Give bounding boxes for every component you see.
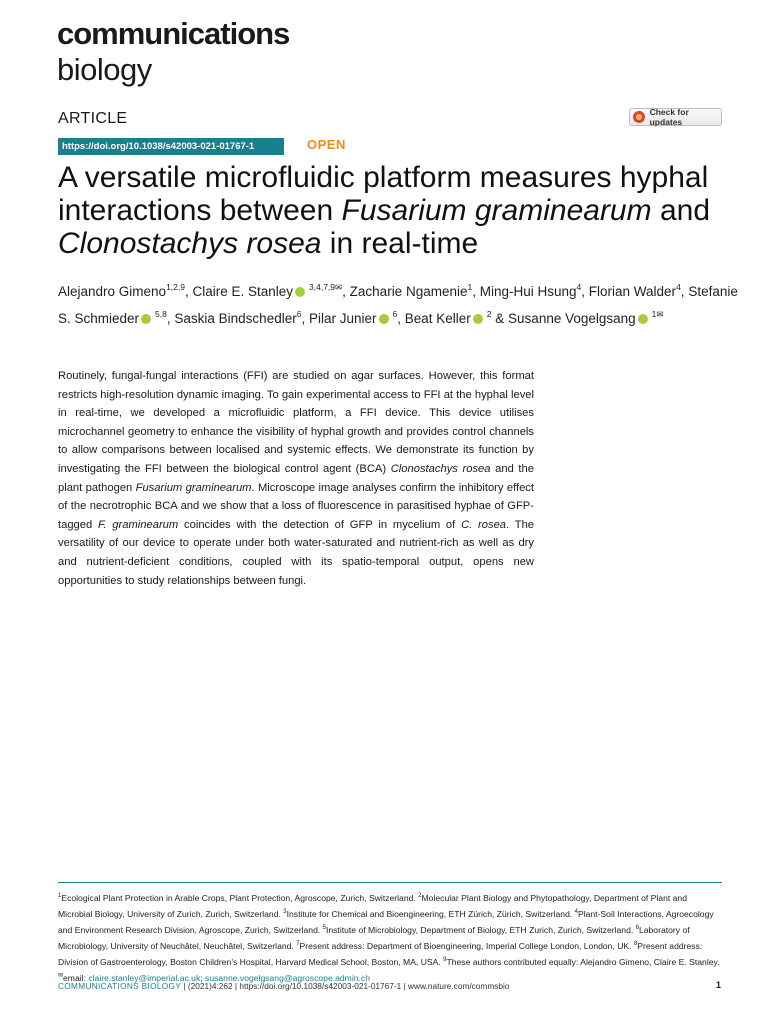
email-link[interactable]: susanne.vogelgsang@agroscope.admin.ch xyxy=(205,973,370,983)
footer-journal: COMMUNICATIONS BIOLOGY xyxy=(58,981,182,991)
email-separator: ; xyxy=(200,973,206,983)
abstract-text: and the plant pathogen xyxy=(58,462,534,494)
affiliations xyxy=(58,889,722,985)
open-access-badge: OPEN xyxy=(307,137,346,152)
abstract-text: coincides with the detection of GFP in mycelium of xyxy=(178,518,462,531)
author-affiliation-marker: 5,8 xyxy=(155,309,167,319)
affiliation-marker: 4 xyxy=(574,909,578,915)
abstract-text: Routinely, fungal-fungal interactions (FFI) are studied on agar surfaces. However, this format restricts high-resolution dynamic imaging. To gain experimental access to FFI at the hyphal level in real-time, we developed a microfluidic platform, a FFI device. This device utilises microchannel geometry to enhance the visibility of hyphal growth and provides control channels to allow comparisons between localised and systemic effects. We demonstrate its function by investigating the FFI between the biological control agent (BCA) xyxy=(58,370,534,475)
title-species-2: Clonostachys rosea xyxy=(58,227,322,260)
footer-citation[interactable]: | (2021)4:262 | https://doi.org/10.1038/s42003-021-01767-1 | www.nature.com/commsbio xyxy=(181,981,510,991)
journal-name-line2: biology xyxy=(57,52,152,87)
affiliation-text: Ecological Plant Protection in Arable Crops, Plant Protection, Agroscope, Zurich, Switzerland. xyxy=(61,893,419,903)
author-name: Alejandro Gimeno xyxy=(58,284,167,299)
author-separator: , xyxy=(581,284,589,299)
author-separator: , xyxy=(472,284,480,299)
orcid-icon[interactable] xyxy=(473,314,483,324)
author-affiliation-marker: 6 xyxy=(392,309,398,319)
affiliation-text: Institute for Chemical and Bioengineering, ETH Zürich, Zürich, Switzerland. xyxy=(286,909,575,919)
author-separator: , xyxy=(680,284,689,299)
email-link[interactable]: claire.stanley@imperial.ac.uk xyxy=(88,973,201,983)
affiliation-marker: 3 xyxy=(283,909,287,915)
author-affiliation-marker: 2 xyxy=(486,309,492,319)
title-species-1: Fusarium graminearum xyxy=(341,194,652,227)
author-separator: , xyxy=(342,284,350,299)
author-name: Pilar Junier xyxy=(308,311,377,326)
orcid-icon[interactable] xyxy=(141,314,151,324)
author-name: Florian Walder xyxy=(588,284,677,299)
author-affiliation-marker: 1,2,9 xyxy=(166,282,185,292)
page-footer xyxy=(58,981,722,991)
abstract-species: C. rosea xyxy=(461,518,507,531)
journal-name-line1: communications xyxy=(57,16,290,51)
article-title xyxy=(58,161,738,260)
affiliation-text: These authors contributed equally: Alejandro Gimeno, Claire E. Stanley. xyxy=(446,957,720,967)
affiliation-text: Laboratory of Microbiology, University of Neuchâtel, Neuchâtel, Switzerland. xyxy=(58,925,690,951)
footnote-divider xyxy=(58,882,722,883)
doi-link[interactable]: https://doi.org/10.1038/s42003-021-01767-1 xyxy=(58,138,284,155)
title-text: A versatile microfluidic platform measures hyphal interactions between xyxy=(58,161,709,227)
author-affiliation-marker: 4 xyxy=(676,282,681,292)
author-separator: , xyxy=(166,311,175,326)
author-name: Saskia Bindschedler xyxy=(174,311,297,326)
abstract xyxy=(58,367,534,590)
author-affiliation-marker: 6 xyxy=(296,309,302,319)
abstract-text: . Microscope image analyses confirm the inhibitory effect of the necrotrophic BCA and we show that a loss of fluorescence in parasitised hyphae of GFP-tagged xyxy=(58,481,535,531)
author-separator: , xyxy=(397,311,405,326)
affiliation-marker: 1 xyxy=(58,893,62,899)
affiliation-marker: 8 xyxy=(633,941,638,947)
author-name: Susanne Vogelgsang xyxy=(508,311,636,326)
affiliation-marker: 6 xyxy=(635,925,639,931)
affiliation-marker: 5 xyxy=(322,925,326,931)
article-type: ARTICLE xyxy=(58,110,128,127)
abstract-species: Clonostachys rosea xyxy=(390,462,491,475)
author-name: Claire E. Stanley xyxy=(192,284,294,299)
email-marker: ✉ xyxy=(58,973,64,979)
title-text: and xyxy=(651,194,710,227)
orcid-icon[interactable] xyxy=(295,287,305,297)
orcid-icon[interactable] xyxy=(638,314,648,324)
author-name: Stefanie S. Schmieder xyxy=(58,284,738,326)
author-affiliation-marker: 1 xyxy=(467,282,473,292)
check-for-updates-button[interactable] xyxy=(629,108,722,126)
author-list xyxy=(58,276,738,330)
affiliation-marker: 7 xyxy=(296,941,300,947)
affiliation-text: Present address: Division of Gastroenterology, Boston Children’s Hospital, Harvard Medical School, Boston, MA, USA. xyxy=(58,941,703,967)
title-text: in real-time xyxy=(321,227,479,260)
author-affiliation-marker: 1✉ xyxy=(651,309,664,319)
author-separator: , xyxy=(184,284,193,299)
author-separator: & xyxy=(491,311,509,326)
abstract-species: Fusarium graminearum xyxy=(135,481,252,494)
author-name: Beat Keller xyxy=(404,311,471,326)
author-affiliation-marker: 3,4,7,9✉ xyxy=(309,282,343,292)
affiliation-marker: 2 xyxy=(418,893,422,899)
author-name: Zacharie Ngamenie xyxy=(349,284,468,299)
email-label: email: xyxy=(63,973,89,983)
affiliation-text: Institute of Microbiology, Department of Biology, ETH Zurich, Zurich, Switzerland. xyxy=(325,925,636,935)
crossmark-icon xyxy=(633,111,645,123)
author-name: Ming-Hui Hsung xyxy=(479,284,577,299)
abstract-species: F. graminearum xyxy=(98,518,179,531)
affiliation-text: Present address: Department of Bioengineering, Imperial College London, London, UK. xyxy=(299,941,634,951)
abstract-text: . The versatility of our device to operate under both water-saturated and nutrient-rich as well as dry and nutrient-deficient conditions, coupled with its spatio-temporal output, opens new opportunities to study relationships between fungi. xyxy=(58,518,535,587)
affiliation-text: Plant-Soil Interactions, Agroecology and Environment Research Division, Agroscope, Zurich, Switzerland. xyxy=(58,909,714,935)
author-affiliation-marker: 4 xyxy=(576,282,582,292)
check-for-updates-label: Check for updates xyxy=(649,107,689,127)
orcid-icon[interactable] xyxy=(379,314,389,324)
author-separator: , xyxy=(301,311,309,326)
affiliation-marker: 9 xyxy=(443,957,447,963)
affiliation-text: Molecular Plant Biology and Phytopathology, Department of Plant and Microbial Biology, University of Zurich, Zurich, Switzerland. xyxy=(58,893,687,919)
page-number: 1 xyxy=(716,980,722,990)
